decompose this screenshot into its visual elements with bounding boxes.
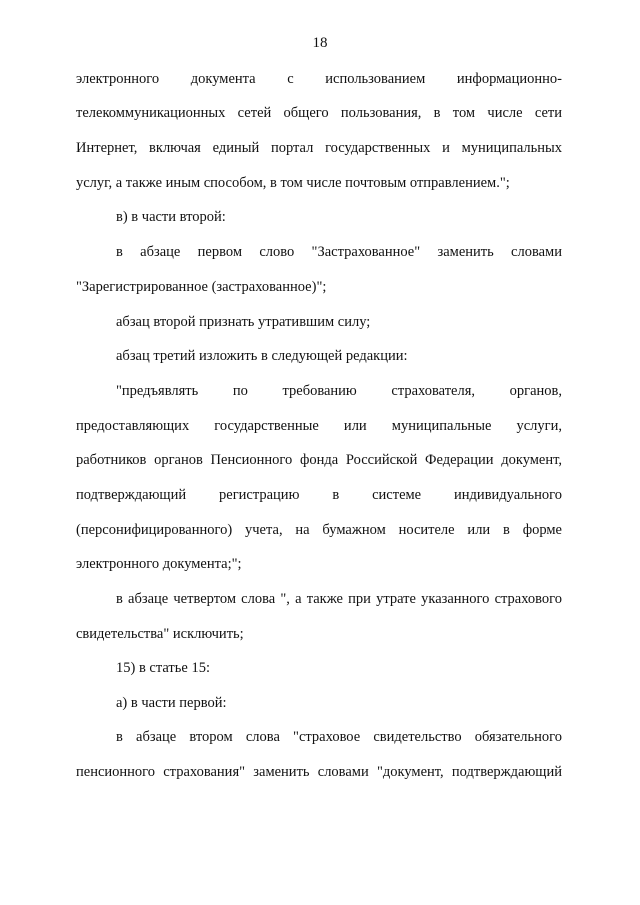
text-line: услуг, а также иным способом, в том числе почтовым отправлением."; [76, 175, 510, 191]
text-line: электронного документа с использованием информационно- [76, 71, 562, 87]
text-line: телекоммуникационных сетей общего пользования, в том числе сети [76, 105, 562, 121]
text-line: работников органов Пенсионного фонда Российской Федерации документ, [76, 452, 562, 468]
page-number: 18 [312, 35, 328, 51]
text-line: свидетельства" исключить; [76, 626, 244, 642]
text-line: пенсионного страхования" заменить словами "документ, подтверждающий [76, 764, 562, 780]
text-line: в абзаце первом слово "Застрахованное" заменить словами [116, 244, 562, 260]
text-line: Интернет, включая единый портал государственных и муниципальных [76, 140, 562, 156]
text-line: в) в части второй: [116, 209, 226, 225]
text-line: электронного документа;"; [76, 556, 242, 572]
text-line: 15) в статье 15: [116, 660, 210, 676]
text-line: абзац второй признать утратившим силу; [116, 314, 371, 330]
text-line: предоставляющих государственные или муниципальные услуги, [76, 418, 562, 434]
text-line: в абзаце втором слова "страховое свидетельство обязательного [116, 729, 562, 745]
text-line: абзац третий изложить в следующей редакции: [116, 348, 408, 364]
text-line: (персонифицированного) учета, на бумажном носителе или в форме [76, 522, 562, 538]
text-line: "предъявлять по требованию страхователя, органов, [116, 383, 562, 399]
text-line: "Зарегистрированное (застрахованное)"; [76, 279, 327, 295]
text-line: в абзаце четвертом слова ", а также при утрате указанного страхового [116, 591, 562, 607]
text-line: а) в части первой: [116, 695, 227, 711]
text-line: подтверждающий регистрацию в системе индивидуального [76, 487, 562, 503]
